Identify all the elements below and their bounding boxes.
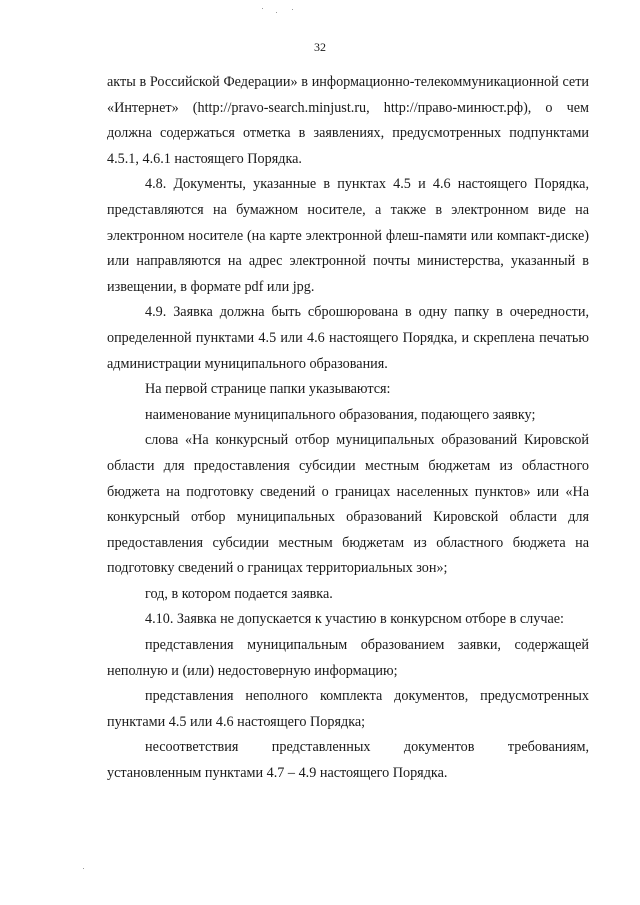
paragraph-4-9: 4.9. Заявка должна быть сброшюрована в одну папку в очередности, определенной пунктами 4.5 или 4.6 настоящего Порядка, и скреплена печатью администрации муниципального образования. bbox=[107, 304, 589, 372]
page-number: 32 bbox=[314, 40, 326, 54]
paragraph-item-words: слова «На конкурсный отбор муниципальных образований Кировской области для предоставления субсидии местным бюджетам из областного бюджета на подготовку сведений о границах населенных пунктов» или «На конкурсный отбор муниципальных образований Кировской области для предоставления субсидии местным бюджетам из областного бюджета на подготовку сведений о границах территориальных зон»; bbox=[107, 432, 589, 577]
scan-speck bbox=[83, 868, 84, 869]
paragraph-reason-incomplete-info: представления муниципальным образованием заявки, содержащей неполную и (или) недостоверную информацию; bbox=[107, 637, 589, 679]
paragraph-reason-noncompliance: несоответствия представленных документов требованиям, установленным пунктами 4.7 – 4.9 настоящего Порядка. bbox=[107, 739, 589, 782]
paragraph-first-page-intro: На первой странице папки указываются: bbox=[145, 381, 391, 398]
paragraph-item-year: год, в котором подается заявка. bbox=[145, 585, 333, 602]
scan-speck bbox=[262, 8, 263, 9]
paragraph-reason-incomplete-docs: представления неполного комплекта документов, предусмотренных пунктами 4.5 или 4.6 настоящего Порядка; bbox=[107, 688, 589, 730]
scan-speck bbox=[292, 9, 293, 10]
paragraph-4-10: 4.10. Заявка не допускается к участию в конкурсном отборе в случае: bbox=[145, 611, 564, 628]
paragraph-continuation: акты в Российской Федерации» в информационно-телекоммуникационной сети «Интернет» (http://pravo-search.minjust.ru, http://право-минюст.рф), о чем должна содержаться отметка в заявлениях, предусмотренных подпунктами 4.5.1, 4.6.1 настоящего Порядка. bbox=[107, 74, 589, 167]
paragraph-4-8: 4.8. Документы, указанные в пунктах 4.5 и 4.6 настоящего Порядка, представляются на бумажном носителе, а также в электронном виде на электронном носителе (на карте электронной флеш-памяти или компакт-диске) или направляются на адрес электронной почты министерства, указанный в извещении, в формате pdf или jpg. bbox=[107, 176, 589, 295]
document-body bbox=[107, 70, 589, 787]
paragraph-item-municipality-name: наименование муниципального образования, подающего заявку; bbox=[145, 406, 536, 423]
scan-speck bbox=[276, 12, 277, 13]
